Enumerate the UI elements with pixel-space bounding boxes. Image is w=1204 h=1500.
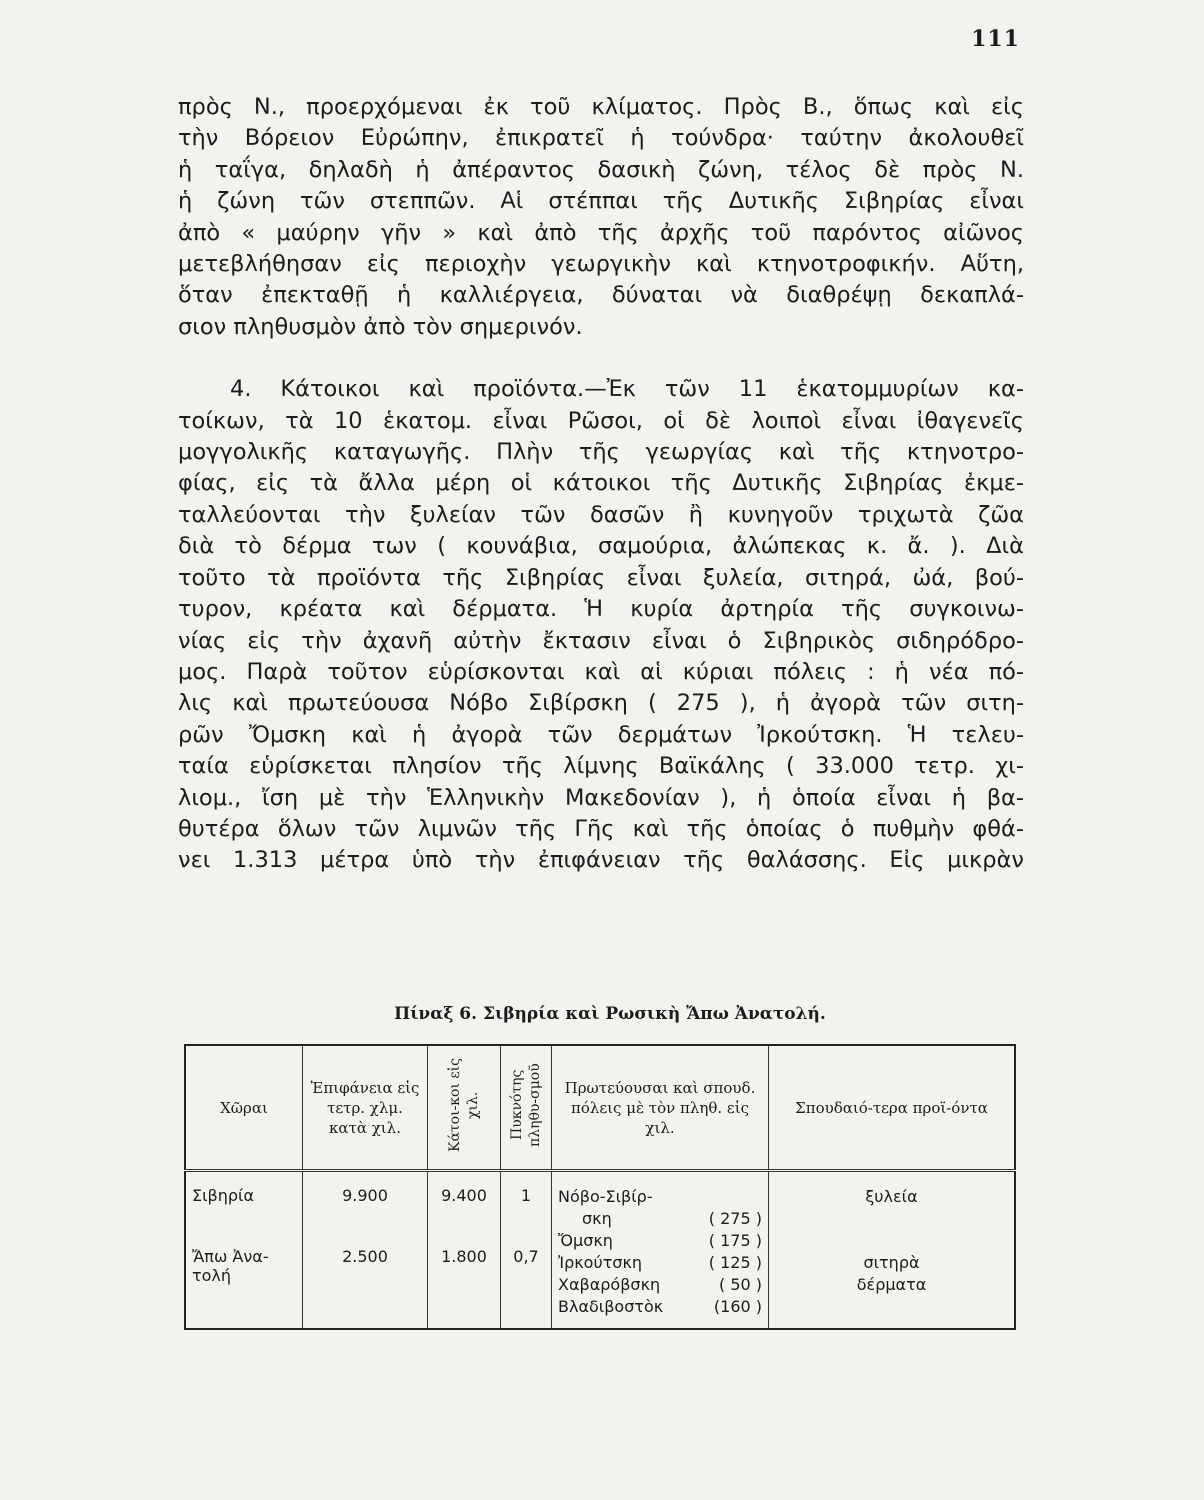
text-line: θυτέρα ὅλων τῶν λιμνῶν τῆς Γῆς καὶ τῆς ὁποίας ὁ πυθμὴν φθά-: [178, 815, 1024, 842]
paragraph-climate: [178, 92, 1024, 343]
header-goods: Σπουδαιό-τερα προϊ-όντα: [769, 1045, 1016, 1171]
text-line: διὰ τὸ δέρμα των ( κουνάβια, σαμούρια, ἀλώπεκας κ. ἄ. ). Διὰ: [178, 533, 1024, 560]
text-line: φίας, εἰς τὰ ἄλλα μέρη οἱ κάτοικοι τῆς Δυτικῆς Σιβηρίας ἐκμε-: [178, 470, 1024, 497]
goods-spacer: [775, 1208, 1008, 1252]
city-population: ( 125 ): [708, 1253, 762, 1272]
text-line: ἡ ζώνη τῶν στεππῶν. Αἱ στέππαι τῆς Δυτικῆς Σιβηρίας εἶναι: [178, 188, 1024, 215]
page-number: 111: [971, 26, 1020, 52]
city-name: Χαβαρόβσκη: [558, 1275, 661, 1294]
header-population: [428, 1045, 501, 1171]
header-cities: Πρωτεύουσαι καὶ σπουδ. πόλεις μὲ τὸν πληθ. εἰς χιλ.: [552, 1045, 769, 1171]
text-line: λις καὶ πρωτεύουσα Νόβο Σιβίρσκη ( 275 ), ἡ ἀγορὰ τῶν σιτη-: [178, 690, 1024, 717]
paragraph-inhabitants: [178, 374, 1024, 877]
text-line: ὅταν ἐπεκταθῇ ἡ καλλιέργεια, δύναται νὰ διαθρέψῃ δεκαπλά-: [178, 282, 1024, 309]
goods-item: σιτηρὰ: [863, 1253, 920, 1272]
city-population: ( 275 ): [708, 1209, 762, 1228]
city-name: σκη: [582, 1209, 612, 1228]
city-entry: [558, 1252, 762, 1274]
text-line: ρῶν Ὄμσκη καὶ ἡ ἀγορὰ τῶν δερμάτων Ἰρκούτσκη. Ἡ τελευ-: [178, 721, 1024, 748]
text-line: νει 1.313 μέτρα ὑπὸ τὴν ἐπιφάνειαν τῆς θαλάσσης. Εἰς μικρὰν: [178, 847, 1024, 874]
city-name: Ἰρκούτσκη: [558, 1253, 643, 1272]
goods-item: ξυλεία: [865, 1187, 918, 1206]
header-density-label: Πυκνότης πληθυ-σμοῦ: [509, 1063, 543, 1147]
table-row: [185, 1171, 1015, 1233]
text-line: τυρον, κρέατα καὶ δέρματα. Ἡ κυρία ἀρτηρία τῆς συγκοινω-: [178, 596, 1024, 623]
cell-population: 1.800: [428, 1233, 501, 1329]
cell-cities: [552, 1171, 769, 1330]
cell-country: Σιβηρία: [185, 1171, 303, 1233]
text-line: τοίκων, τὰ 10 ἑκατομ. εἶναι Ρῶσοι, οἱ δὲ λοιποὶ εἶναι ἰθαγενεῖς: [178, 407, 1024, 434]
city-entry: [558, 1296, 762, 1318]
cell-country: Ἄπω Ἀνα-τολή: [185, 1233, 303, 1329]
cell-density: 1: [501, 1171, 552, 1233]
section-heading-line: 4. Κάτοικοι καὶ προϊόντα.—Ἐκ τῶν 11 ἑκατομμυρίων κα-: [230, 376, 1024, 403]
city-population: ( 50 ): [718, 1275, 762, 1294]
text-line: μος. Παρὰ τοῦτον εὑρίσκονται καὶ αἱ κύριαι πόλεις : ἡ νέα πό-: [178, 658, 1024, 685]
city-entry: [558, 1186, 762, 1208]
text-line: ἡ ταΐγα, δηλαδὴ ἡ ἀπέραντος δασικὴ ζώνη, τέλος δὲ πρὸς Ν.: [178, 156, 1024, 183]
body-text: [178, 92, 1024, 877]
city-name: Ὄμσκη: [558, 1231, 613, 1250]
table-header-row: [185, 1045, 1015, 1171]
text-line: ἀπὸ « μαύρην γῆν » καὶ ἀπὸ τῆς ἀρχῆς τοῦ παρόντος αἰῶνος: [178, 219, 1024, 246]
text-line: μογγολικῆς καταγωγῆς. Πλὴν τῆς γεωργίας καὶ τῆς κτηνοτρο-: [178, 439, 1024, 466]
city-name: Βλαδιβοστὸκ: [558, 1297, 664, 1316]
cell-area: 2.500: [303, 1233, 428, 1329]
cell-population: 9.400: [428, 1171, 501, 1233]
table-caption: Πίναξ 6. Σιβηρία καὶ Ρωσικὴ Ἄπω Ἀνατολή.: [394, 1004, 826, 1024]
text-line: τὴν Βόρειον Εὐρώπην, ἐπικρατεῖ ἡ τούνδρα· ταύτην ἀκολουθεῖ: [178, 125, 1024, 152]
cell-goods: [769, 1171, 1016, 1330]
cell-area: 9.900: [303, 1171, 428, 1233]
text-line: νίας εἰς τὴν ἀχανῆ αὐτὴν ἔκτασιν εἶναι ὁ Σιβηρικὸς σιδηρόδρο-: [178, 627, 1024, 654]
text-line: τοῦτο τὰ προϊόντα τῆς Σιβηρίας εἶναι ξυλεία, σιτηρά, ὠά, βού-: [178, 564, 1024, 591]
city-population: (160 ): [713, 1297, 762, 1316]
goods-item: δέρματα: [856, 1275, 927, 1294]
city-entry: [558, 1274, 762, 1296]
text-line: ταλλεύονται τὴν ξυλείαν τῶν δασῶν ἢ κυνηγοῦν τριχωτὰ ζῶα: [178, 501, 1024, 528]
cell-density: 0,7: [501, 1233, 552, 1329]
city-name: Νόβο-Σιβίρ-: [558, 1187, 653, 1206]
text-line: λιομ., ἴση μὲ τὴν Ἑλληνικὴν Μακεδονίαν ), ἡ ὁποία εἶναι ἡ βα-: [178, 784, 1024, 811]
text-line: πρὸς Ν., προερχόμεναι ἐκ τοῦ κλίματος. Πρὸς Β., ὅπως καὶ εἰς: [178, 94, 1024, 120]
header-density: [501, 1045, 552, 1171]
city-entry: [558, 1208, 762, 1230]
text-line: σιον πληθυσμὸν ἀπὸ τὸν σημερινόν.: [178, 313, 583, 340]
city-entry: [558, 1230, 762, 1252]
header-countries: Χῶραι: [185, 1045, 303, 1171]
table-container: [184, 1044, 1016, 1330]
header-population-label: Κάτοι-κοι εἰς χιλ.: [447, 1058, 481, 1153]
header-area: Ἐπιφάνεια εἰς τετρ. χλμ. κατὰ χιλ.: [303, 1045, 428, 1171]
siberia-table: [184, 1044, 1016, 1330]
city-population: ( 175 ): [708, 1231, 762, 1250]
text-line: ταία εὑρίσκεται πλησίον τῆς λίμνης Βαϊκάλης ( 33.000 τετρ. χι-: [178, 753, 1024, 780]
text-line: μετεβλήθησαν εἰς περιοχὴν γεωργικὴν καὶ κτηνοτροφικήν. Αὕτη,: [178, 251, 1024, 278]
